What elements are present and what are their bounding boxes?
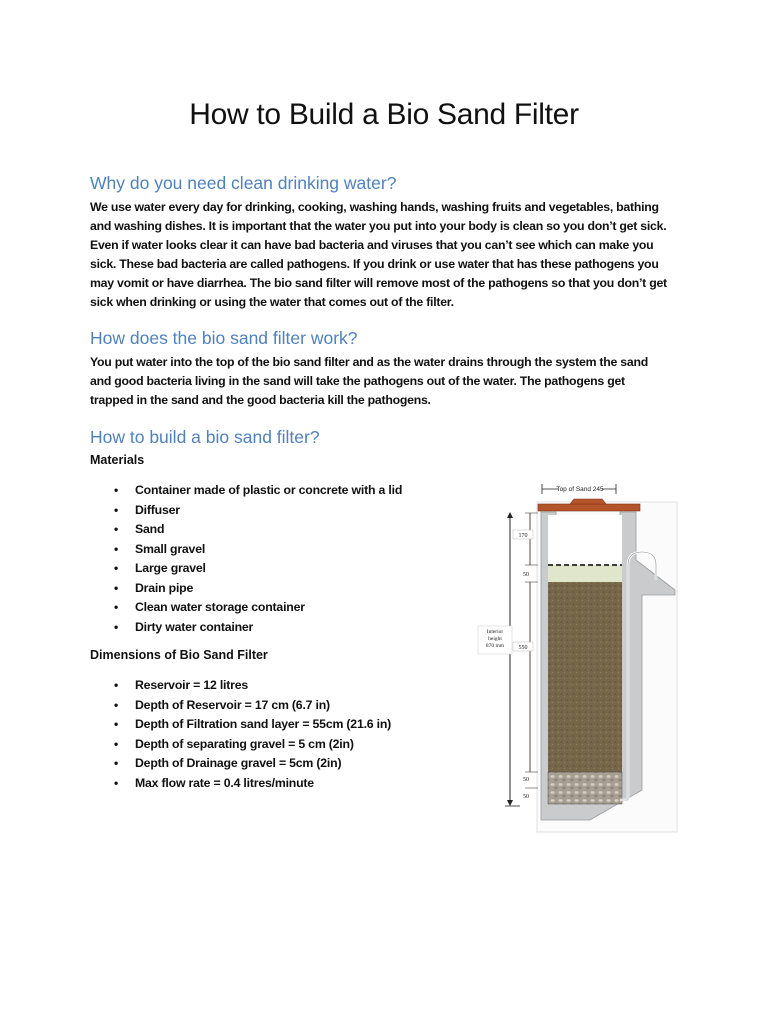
bullet-icon: • — [114, 561, 119, 575]
bullet-icon: • — [114, 600, 119, 614]
paragraph-why-clean-water — [90, 198, 680, 312]
bullet-icon: • — [114, 502, 119, 517]
bullet-icon: • — [114, 522, 119, 536]
svg-text:550: 550 — [518, 645, 528, 651]
bullet-icon: • — [114, 756, 119, 770]
svg-text:170: 170 — [518, 533, 528, 539]
text-line: and washing dishes. It is important that the water you put into your body is clean so you don’t get sick. — [90, 219, 667, 233]
dimensions-list — [90, 676, 391, 793]
list-item: • Drain pipe — [90, 579, 402, 599]
text-line: and good bacteria living in the sand will take the pathogens out of the water. The pathogens get — [90, 374, 625, 388]
heading-how-to-build: How to build a bio sand filter? — [90, 427, 320, 447]
svg-text:Interior: Interior — [486, 629, 504, 635]
bullet-icon: • — [114, 541, 119, 556]
dimensions-label: Dimensions of Bio Sand Filter — [90, 648, 268, 662]
list-item: • Container made of plastic or concrete with a lid — [90, 481, 402, 501]
svg-text:height: height — [488, 636, 502, 642]
bullet-icon: • — [114, 736, 119, 751]
list-item: • Sand — [90, 520, 402, 540]
text-line: trapped in the sand and the good bacteria kill the pathogens. — [90, 393, 431, 407]
list-item: • Large gravel — [90, 559, 402, 579]
paragraph-how-filter-works — [90, 353, 680, 410]
svg-text:870 mm: 870 mm — [485, 643, 505, 649]
list-item: • Depth of Reservoir = 17 cm (6.7 in) — [90, 696, 391, 716]
text-line: sick when drinking or using the water that comes out of the filter. — [90, 295, 454, 309]
list-item: • Small gravel — [90, 540, 402, 560]
materials-list — [90, 481, 402, 637]
list-item: • Depth of separating gravel = 5 cm (2in) — [90, 735, 391, 755]
bio-sand-filter-diagram — [470, 470, 705, 835]
list-item: • Max flow rate = 0.4 litres/minute — [90, 774, 391, 794]
list-item: • Reservoir = 12 litres — [90, 676, 391, 696]
bullet-icon: • — [114, 697, 119, 712]
document-title: How to Build a Bio Sand Filter — [189, 98, 579, 131]
list-item: • Clean water storage container — [90, 598, 402, 618]
bullet-icon: • — [114, 580, 119, 595]
svg-text:50: 50 — [523, 777, 529, 783]
heading-how-filter-works: How does the bio sand filter work? — [90, 328, 358, 348]
list-item: • Dirty water container — [90, 618, 402, 638]
bullet-icon: • — [114, 619, 119, 634]
bullet-icon: • — [114, 717, 119, 731]
bullet-icon: • — [114, 483, 119, 497]
bullet-icon: • — [114, 775, 119, 790]
list-item: • Depth of Drainage gravel = 5cm (2in) — [90, 754, 391, 774]
text-line: You put water into the top of the bio sand filter and as the water drains through the system the sand — [90, 355, 648, 369]
list-item: • Diffuser — [90, 501, 402, 521]
text-line: Even if water looks clear it can have bad bacteria and viruses that you can’t see which can make you — [90, 238, 654, 252]
list-item: • Depth of Filtration sand layer = 55cm (21.6 in) — [90, 715, 391, 735]
text-line: We use water every day for drinking, cooking, washing hands, washing fruits and vegetables, bathing — [90, 200, 659, 214]
heading-why-clean-water: Why do you need clean drinking water? — [90, 173, 397, 193]
top-of-sand-label: Top of Sand 245 — [556, 486, 604, 493]
bullet-icon: • — [114, 678, 119, 692]
svg-text:50: 50 — [523, 794, 529, 800]
svg-text:50: 50 — [523, 572, 529, 578]
materials-label: Materials — [90, 453, 145, 467]
text-line: sick. These bad bacteria are called pathogens. If you drink or use water that has these pathogens you — [90, 257, 659, 271]
text-line: may vomit or have diarrhea. The bio sand filter will remove most of the pathogens so that you don’t get — [90, 276, 667, 290]
